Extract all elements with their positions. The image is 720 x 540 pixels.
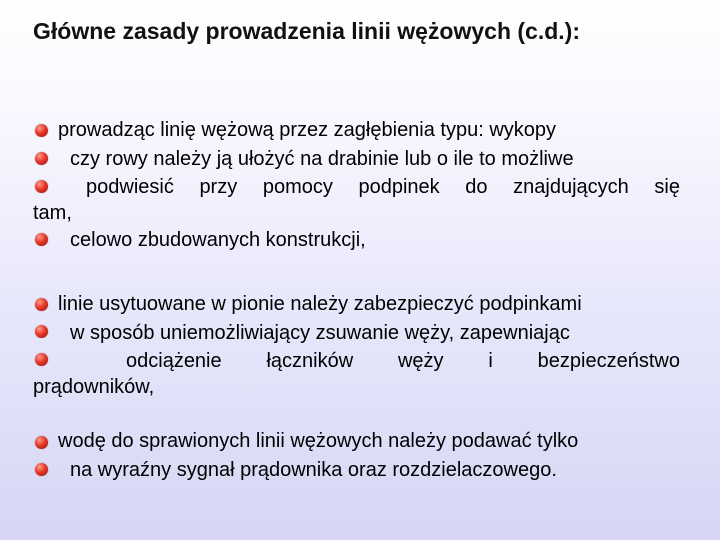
word: się	[654, 176, 680, 198]
group1-line5: celowo zbudowanych konstrukcji,	[70, 229, 366, 251]
bullet-icon	[35, 233, 48, 246]
group1-line4: tam,	[33, 202, 72, 224]
word: przy	[199, 176, 238, 198]
word: węży	[397, 350, 444, 372]
slide-title: Główne zasady prowadzenia linii wężowych (c.d.):	[33, 18, 580, 44]
bullet-icon	[35, 463, 48, 476]
group2-line4: prądowników,	[33, 376, 155, 398]
group2-line1: linie usytuowane w pionie należy zabezpieczyć podpinkami	[58, 293, 582, 315]
word: i	[488, 350, 493, 372]
word: pomocy	[262, 176, 333, 198]
word: bezpieczeństwo	[537, 350, 680, 372]
group3-line1: wodę do sprawionych linii wężowych należy podawać tylko	[58, 430, 579, 452]
group1-line2: czy rowy należy ją ułożyć na drabinie lub o ile to możliwe	[70, 148, 574, 170]
group3-line2: na wyraźny sygnał prądownika oraz rozdzielaczowego.	[70, 459, 557, 481]
word: podpinek	[358, 176, 440, 198]
bullet-icon	[35, 124, 48, 137]
group2-line2: w sposób uniemożliwiający zsuwanie węży, zapewniając	[70, 322, 570, 344]
bullet-icon	[35, 152, 48, 165]
word: do	[465, 176, 488, 198]
word: znajdujących	[513, 176, 629, 198]
group1-line3	[86, 174, 680, 200]
group2-line3	[126, 348, 680, 374]
bullet-icon	[35, 436, 48, 449]
word: podwiesić	[86, 176, 174, 198]
bullet-icon	[35, 325, 48, 338]
bullet-icon	[35, 353, 48, 366]
word: odciążenie	[126, 350, 222, 372]
word: łączników	[266, 350, 354, 372]
bullet-icon	[35, 298, 48, 311]
group1-line1: prowadząc linię wężową przez zagłębienia typu: wykopy	[58, 119, 557, 141]
bullet-icon	[35, 180, 48, 193]
